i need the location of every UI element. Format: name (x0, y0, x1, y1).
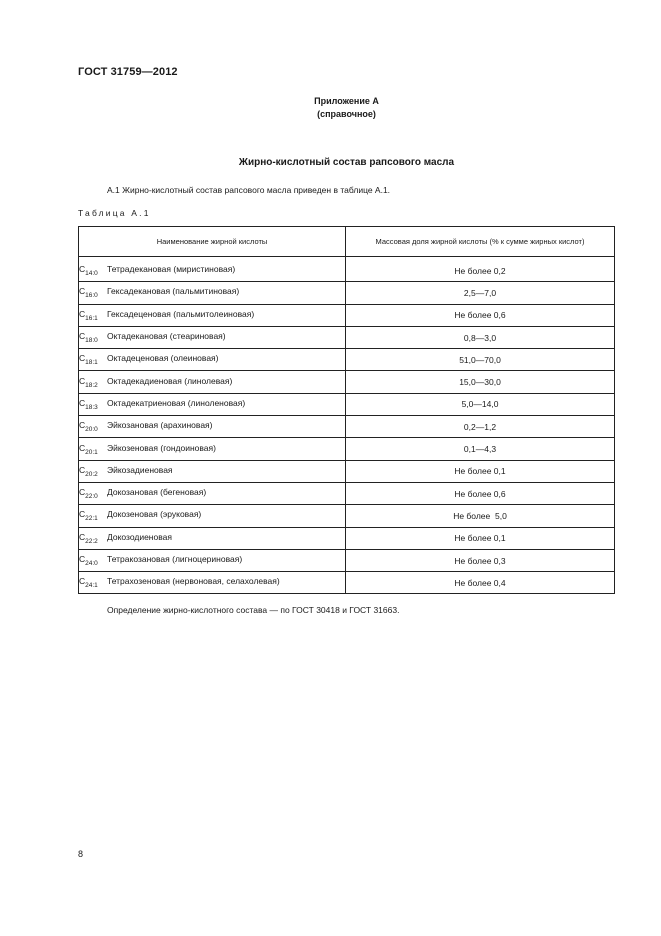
table-row (79, 304, 615, 326)
acid-formula (79, 465, 107, 478)
acid-name-cell (79, 572, 346, 594)
formula-index: 22:0 (85, 493, 98, 501)
formula-carbon: C (79, 286, 86, 297)
acid-formula (79, 376, 107, 389)
table-body (79, 257, 615, 594)
table-row (79, 393, 615, 415)
section-title: Жирно-кислотный состав рапсового масла (238, 157, 455, 168)
document-code: ГОСТ 31759—2012 (78, 66, 178, 78)
acid-formula (79, 353, 107, 366)
intro-paragraph: А.1 Жирно-кислотный состав рапсового масла приведен в таблице А.1. (107, 185, 391, 195)
acid-formula (79, 398, 107, 411)
mass-fraction-cell: Не более 0,4 (346, 572, 615, 594)
acid-name-cell (79, 482, 346, 504)
acid-name: Тетрадекановая (миристиновая) (107, 264, 236, 275)
formula-index: 22:2 (85, 537, 98, 545)
formula-index: 18:1 (85, 359, 98, 367)
table-row (79, 326, 615, 348)
formula-index: 14:0 (85, 270, 98, 278)
formula-carbon: C (79, 531, 86, 542)
formula-carbon: C (79, 308, 86, 319)
acid-name-cell (79, 304, 346, 326)
acid-formula (79, 286, 107, 299)
mass-fraction-cell: 2,5—7,0 (346, 282, 615, 304)
formula-carbon: C (79, 397, 86, 408)
formula-carbon: C (79, 509, 86, 520)
acid-name-cell (79, 371, 346, 393)
formula-index: 18:3 (85, 403, 98, 411)
mass-fraction-cell: Не более 0,3 (346, 549, 615, 571)
table-row (79, 505, 615, 527)
formula-index: 20:0 (85, 426, 98, 434)
formula-carbon: C (79, 420, 86, 431)
acid-formula (79, 487, 107, 500)
table-caption: Таблица А.1 (78, 208, 151, 218)
acid-name: Гексадекановая (пальмитиновая) (107, 286, 240, 297)
acid-name: Тетрахозеновая (нервоновая, селахолевая) (107, 576, 280, 587)
table-row (79, 482, 615, 504)
acid-name: Октадекановая (стеариновая) (107, 331, 226, 342)
formula-carbon: C (79, 464, 86, 475)
formula-index: 16:1 (85, 314, 98, 322)
acid-name: Докозеновая (эруковая) (107, 509, 202, 520)
mass-fraction-cell: Не более 0,1 (346, 460, 615, 482)
formula-carbon: C (79, 331, 86, 342)
acid-name-cell (79, 460, 346, 482)
formula-index: 18:2 (85, 381, 98, 389)
appendix-title: Приложение А (314, 96, 379, 106)
mass-fraction-cell: 0,1—4,3 (346, 438, 615, 460)
mass-fraction-cell: Не более 0,2 (346, 257, 615, 282)
formula-index: 20:1 (85, 448, 98, 456)
acid-name-cell (79, 326, 346, 348)
acid-name: Докозодиеновая (107, 531, 172, 542)
table-row (79, 438, 615, 460)
appendix-note: (справочное) (317, 109, 376, 119)
acid-name-cell (79, 505, 346, 527)
acid-name-cell (79, 527, 346, 549)
formula-carbon: C (79, 576, 86, 587)
table-row (79, 549, 615, 571)
formula-carbon: C (79, 353, 86, 364)
formula-carbon: C (79, 264, 86, 275)
acid-formula (79, 576, 107, 589)
formula-index: 16:0 (85, 292, 98, 300)
fatty-acid-table (78, 226, 615, 594)
acid-formula (79, 420, 107, 433)
acid-name: Эйкозадиеновая (107, 464, 173, 475)
acid-formula (79, 509, 107, 522)
formula-index: 18:0 (85, 337, 98, 345)
acid-name: Эйкозеновая (гондоиновая) (107, 442, 216, 453)
formula-index: 20:2 (85, 470, 98, 478)
acid-name: Гексадеценовая (пальмитолеиновая) (107, 308, 255, 319)
acid-formula (79, 443, 107, 456)
acid-formula (79, 532, 107, 545)
formula-carbon: C (79, 375, 86, 386)
table-row (79, 460, 615, 482)
acid-formula (79, 331, 107, 344)
table-row (79, 527, 615, 549)
mass-fraction-cell: Не более 0,6 (346, 482, 615, 504)
acid-name: Докозановая (бегеновая) (107, 487, 207, 498)
acid-name-cell (79, 549, 346, 571)
mass-fraction-cell: 0,2—1,2 (346, 416, 615, 438)
mass-fraction-cell: Не более 0,1 (346, 527, 615, 549)
table-row (79, 349, 615, 371)
formula-index: 24:0 (85, 560, 98, 567)
column-header-acid-name: Наименование жирной кислоты (79, 227, 346, 257)
table-header-row (79, 227, 615, 257)
acid-formula (79, 309, 107, 322)
table-row (79, 572, 615, 594)
mass-fraction-cell: Не более 5,0 (346, 505, 615, 527)
mass-fraction-cell: 51,0—70,0 (346, 349, 615, 371)
acid-name-cell (79, 393, 346, 415)
mass-fraction-cell: 15,0—30,0 (346, 371, 615, 393)
formula-carbon: C (79, 487, 86, 498)
acid-name-cell (79, 282, 346, 304)
table-row (79, 416, 615, 438)
formula-index: 24:1 (85, 582, 98, 590)
table-row (79, 257, 615, 282)
table-row (79, 371, 615, 393)
acid-name: Октадекатриеновая (линоленовая) (107, 397, 246, 408)
column-header-mass-fraction: Массовая доля жирной кислоты (% к сумме жирных кислот) (346, 227, 615, 257)
mass-fraction-cell: Не более 0,6 (346, 304, 615, 326)
mass-fraction-cell: 0,8—3,0 (346, 326, 615, 348)
acid-name-cell (79, 416, 346, 438)
acid-name: Тетракозановая (лигноцериновая) (107, 554, 243, 564)
formula-index: 22:1 (85, 515, 98, 523)
acid-name-cell (79, 438, 346, 460)
acid-name-cell (79, 349, 346, 371)
acid-formula (79, 264, 107, 277)
formula-carbon: C (79, 554, 86, 564)
formula-carbon: C (79, 442, 86, 453)
table-row (79, 282, 615, 304)
acid-name: Октадекадиеновая (линолевая) (107, 375, 233, 386)
acid-name: Октадеценовая (олеиновая) (107, 353, 219, 364)
page-number: 8 (78, 849, 84, 859)
definition-note: Определение жирно-кислотного состава — по ГОСТ 30418 и ГОСТ 31663. (107, 605, 400, 615)
acid-name: Эйкозановая (арахиновая) (107, 420, 213, 431)
acid-formula (79, 554, 107, 567)
mass-fraction-cell: 5,0—14,0 (346, 393, 615, 415)
acid-name-cell (79, 257, 346, 282)
